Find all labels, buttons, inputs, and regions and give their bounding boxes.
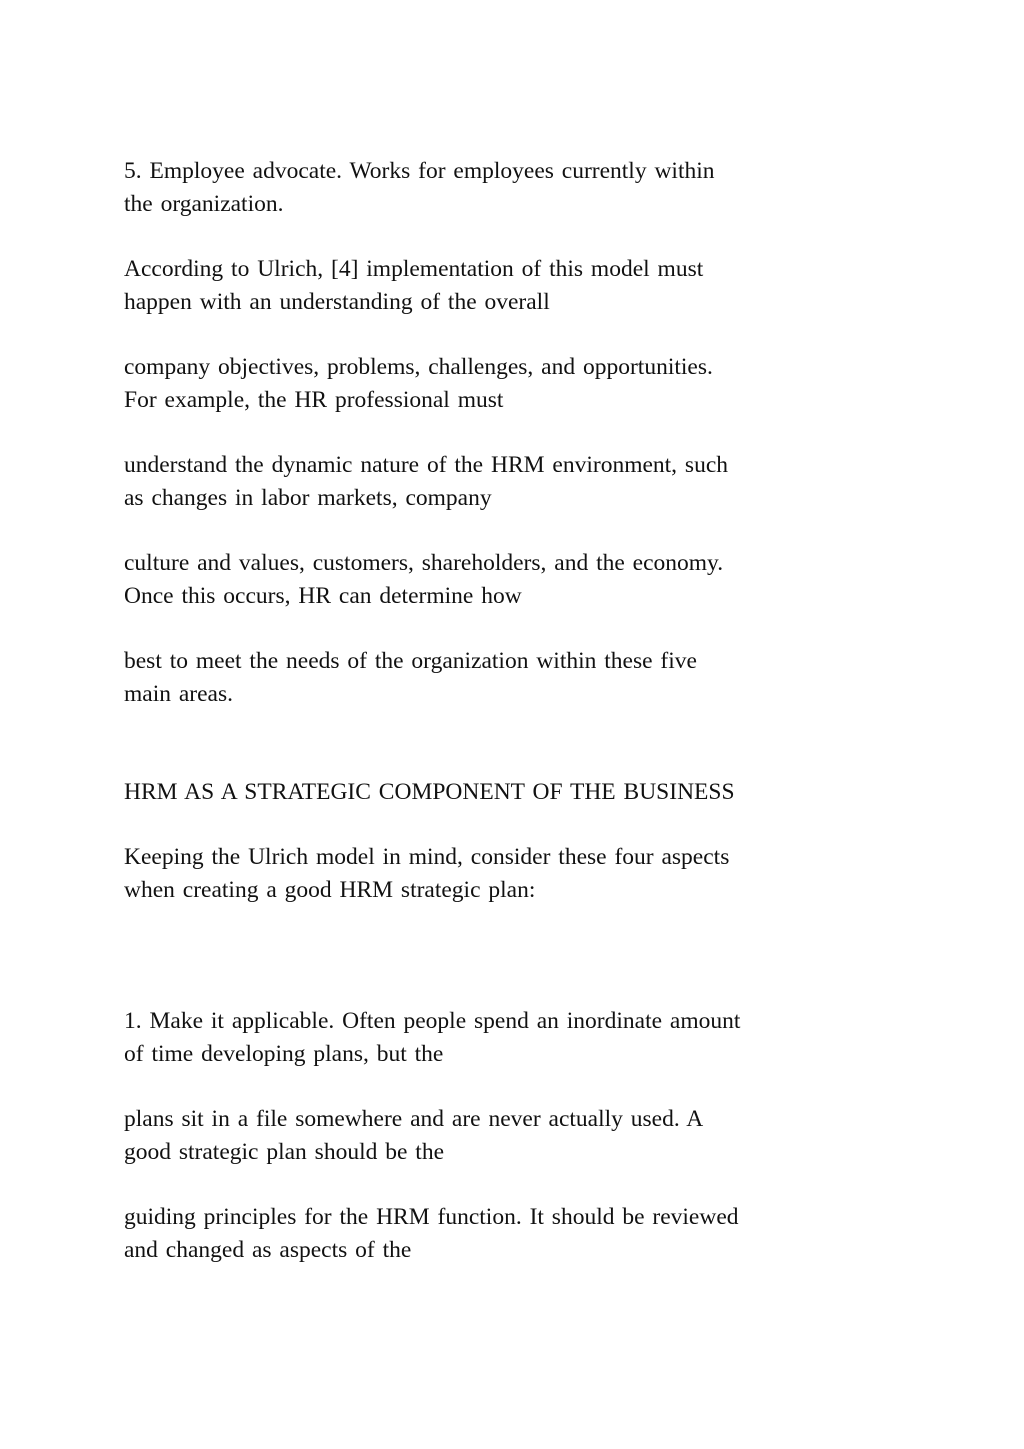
paragraph-ulrich-model: [124, 841, 924, 907]
text-line: best to meet the needs of the organization within these five: [124, 648, 697, 674]
paragraph-ulrich-implementation: [124, 253, 924, 319]
text-line: Once this occurs, HR can determine how: [124, 583, 522, 609]
text-line: when creating a good HRM strategic plan:: [124, 877, 536, 903]
text-line: happen with an understanding of the overall: [124, 289, 550, 315]
text-line: 5. Employee advocate. Works for employees currently within: [124, 158, 715, 184]
text-line: plans sit in a file somewhere and are never actually used. A: [124, 1106, 704, 1132]
text-line: and changed as aspects of the: [124, 1237, 412, 1263]
paragraph-employee-advocate: [124, 155, 924, 221]
heading-text: HRM AS A STRATEGIC COMPONENT OF THE BUSINESS: [124, 779, 735, 805]
text-line: good strategic plan should be the: [124, 1139, 444, 1165]
paragraph-guiding-principles: [124, 1201, 924, 1267]
paragraph-culture-values: [124, 547, 924, 613]
paragraph-company-objectives: [124, 351, 924, 417]
text-line: culture and values, customers, shareholders, and the economy.: [124, 550, 724, 576]
section-heading: [124, 776, 924, 809]
paragraph-main-areas: [124, 645, 924, 711]
paragraph-hrm-environment: [124, 449, 924, 515]
text-line: understand the dynamic nature of the HRM environment, such: [124, 452, 729, 478]
paragraph-plans-file: [124, 1103, 924, 1169]
text-line: According to Ulrich, [4] implementation of this model must: [124, 256, 704, 282]
text-line: of time developing plans, but the: [124, 1041, 444, 1067]
text-line: For example, the HR professional must: [124, 387, 504, 413]
text-line: guiding principles for the HRM function. It should be reviewed: [124, 1204, 739, 1230]
text-line: Keeping the Ulrich model in mind, consider these four aspects: [124, 844, 730, 870]
paragraph-make-it-applicable: [124, 1005, 924, 1071]
text-line: main areas.: [124, 681, 234, 707]
text-line: the organization.: [124, 191, 284, 217]
text-line: company objectives, problems, challenges, and opportunities.: [124, 354, 713, 380]
text-line: as changes in labor markets, company: [124, 485, 492, 511]
text-line: 1. Make it applicable. Often people spend an inordinate amount: [124, 1008, 741, 1034]
document-page: [124, 155, 924, 1267]
